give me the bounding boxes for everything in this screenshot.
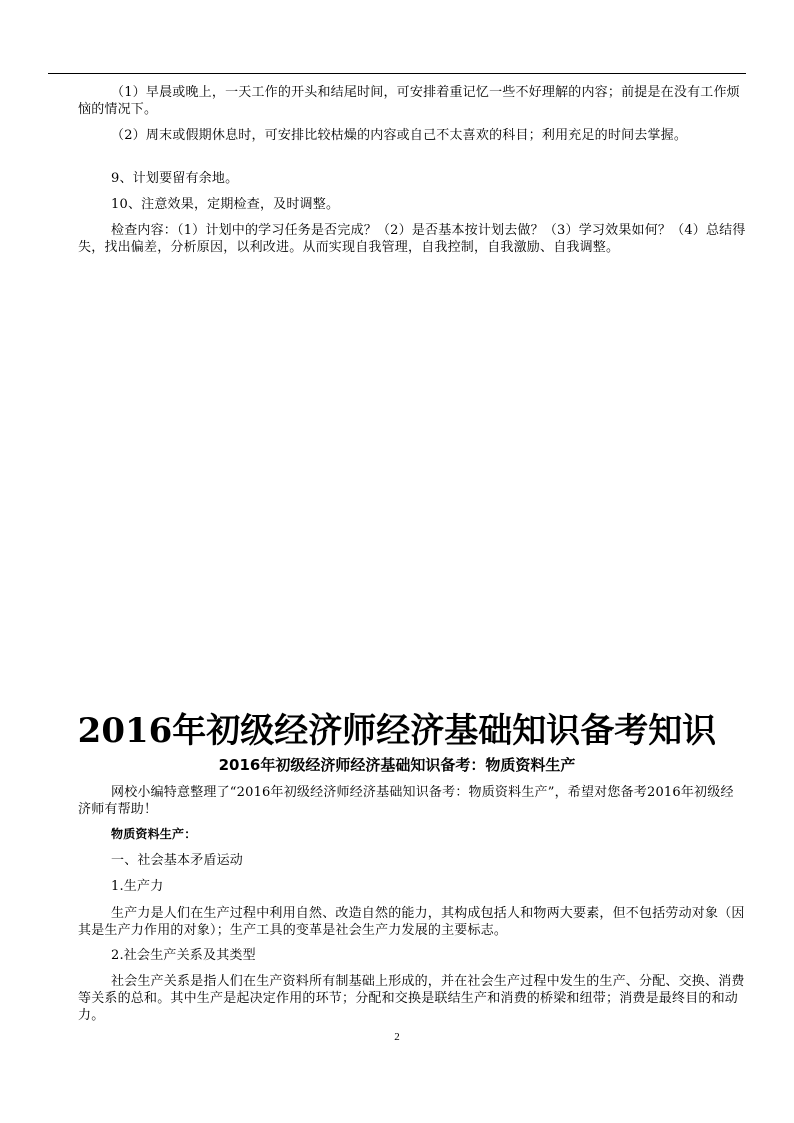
subheading-production-relations: 2.社会生产关系及其类型 <box>111 948 256 963</box>
paragraph-check-content: 检查内容：（1）计划中的学习任务是否完成？（2）是否基本按计划去做？（3）学习效果如何？（4）总结得失，找出偏差，分析原因，以利改进。从而实现自我管理，自我控制，自我激励、自我调整。 <box>78 223 746 255</box>
paragraph-production-relations: 社会生产关系是指人们在生产资料所有制基础上形成的，并在社会生产过程中发生的生产、分配、交换、消费等关系的总和。其中生产是起决定作用的环节；分配和交换是联结生产和消费的桥梁和纽带；消费是最终目的和动力。 <box>78 974 745 1023</box>
main-title: 2016年初级经济师经济基础知识备考知识 <box>77 711 717 751</box>
paragraph-morning-evening: （1）早晨或晚上，一天工作的开头和结尾时间，可安排着重记忆一些不好理解的内容；前提是在没有工作烦恼的情况下。 <box>78 85 740 117</box>
subheading-basic-contradiction: 一、社会基本矛盾运动 <box>111 853 244 868</box>
paragraph-item-10: 10、注意效果，定期检查，及时调整。 <box>111 197 340 212</box>
paragraph-weekend: （2）周末或假期休息时，可安排比较枯燥的内容或自己不太喜欢的科目；利用充足的时间去掌握。 <box>111 128 688 143</box>
header-rule <box>48 73 746 74</box>
subheading-productivity: 1.生产力 <box>111 879 164 894</box>
sub-title: 2016年初级经济师经济基础知识备考：物质资料生产 <box>218 756 576 774</box>
paragraph-productivity: 生产力是人们在生产过程中利用自然、改造自然的能力，其构成包括人和物两大要素，但不包括劳动对象（因其是生产力作用的对象）；生产工具的变革是社会生产力发展的主要标志。 <box>78 906 745 938</box>
page-number: 2 <box>394 1031 400 1043</box>
section-heading: 物质资料生产： <box>111 827 197 841</box>
paragraph-item-9: 9、计划要留有余地。 <box>111 171 239 186</box>
paragraph-intro: 网校小编特意整理了“2016年初级经济师经济基础知识备考：物质资料生产”，希望对您备考2016年初级经济师有帮助！ <box>78 785 734 817</box>
